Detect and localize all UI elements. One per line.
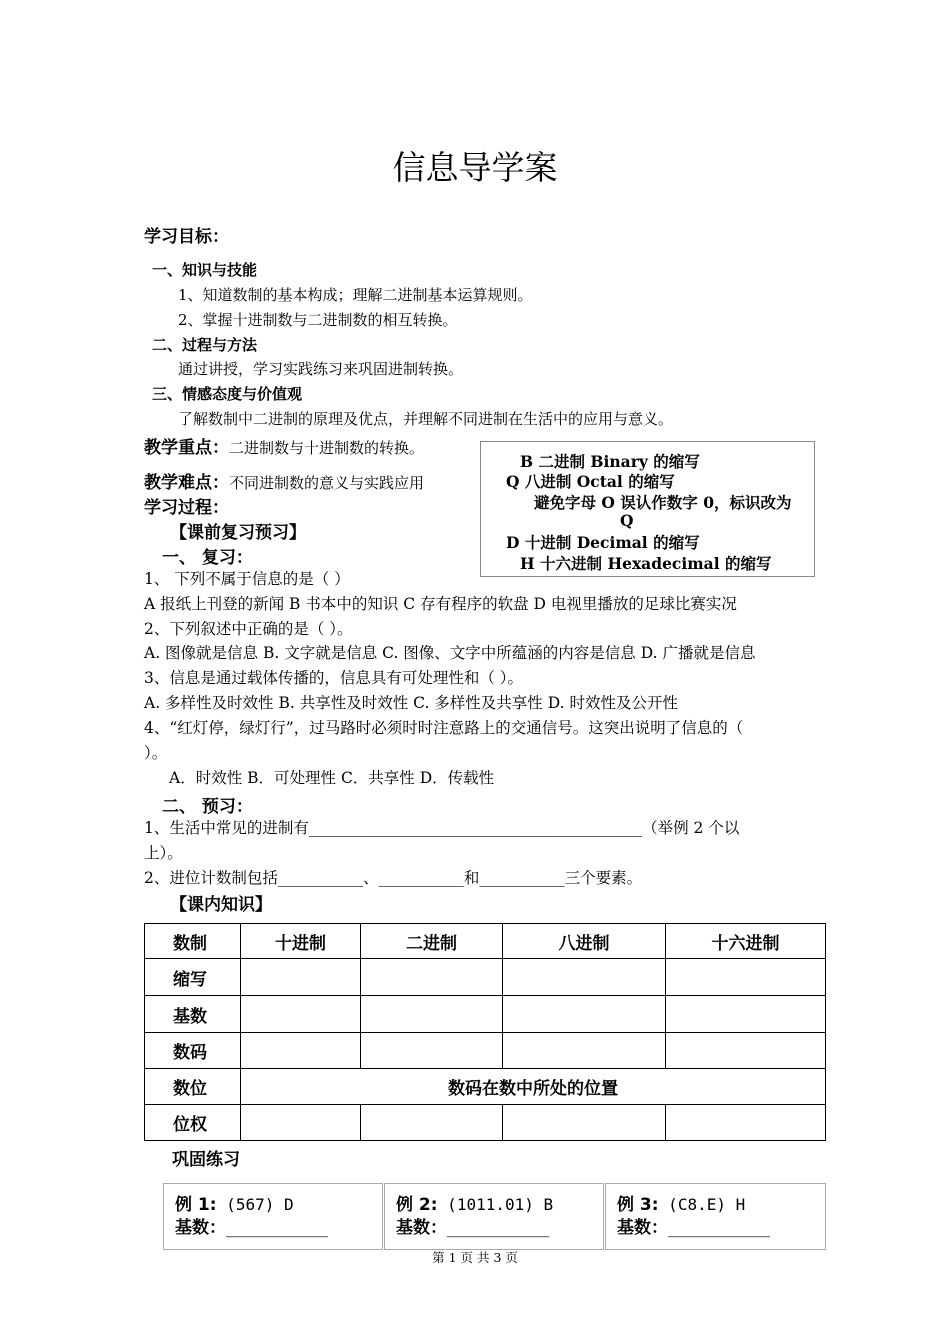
table-cell[interactable] xyxy=(361,1033,503,1069)
prestudy-1: 1、生活中常见的进制有___________________________________________（举例 2 个以 xyxy=(144,819,740,837)
base-answer-blank[interactable]: ____________ xyxy=(447,1218,549,1238)
table-header-cell: 十六进制 xyxy=(666,924,826,959)
page-footer: 第 1 页 共 3 页 xyxy=(432,1250,518,1265)
table-cell[interactable] xyxy=(503,959,666,996)
difficulty xyxy=(144,468,424,493)
table-header-cell: 十进制 xyxy=(241,924,361,959)
review-label: 一、 复习： xyxy=(162,548,253,568)
table-row xyxy=(145,1069,826,1105)
objective-line: 了解数制中二进制的原理及优点，并理解不同进制在生活中的应用与意义。 xyxy=(178,410,674,428)
base-label: 基数： xyxy=(175,1218,226,1238)
row-label: 缩写 xyxy=(145,959,241,996)
table-cell[interactable] xyxy=(241,1033,361,1069)
note-octal: Q 八进制 Octal 的缩写 xyxy=(506,472,675,491)
table-header-cell: 数制 xyxy=(145,924,241,959)
section-knowledge-title: 一、知识与技能 xyxy=(152,261,258,279)
row-label: 数码 xyxy=(145,1033,241,1069)
table-cell[interactable] xyxy=(666,1105,826,1141)
key-point-label: 教学重点： xyxy=(144,438,229,458)
prestudy-1-cont: 上）。 xyxy=(144,844,183,862)
objective-line: 2、掌握十进制数与二进制数的相互转换。 xyxy=(178,311,458,329)
radix-notes-box xyxy=(480,441,815,577)
table-cell[interactable] xyxy=(361,959,503,996)
note-hex: H 十六进制 Hexadecimal 的缩写 xyxy=(520,554,772,573)
preview2-label: 二、 预习： xyxy=(162,797,253,817)
note-octal-letter: Q xyxy=(620,511,634,530)
table-header-cell: 二进制 xyxy=(361,924,503,959)
difficulty-text: 不同进制数的意义与实践应用 xyxy=(229,474,425,492)
example-expression: (567) D xyxy=(216,1195,294,1214)
table-cell[interactable] xyxy=(666,996,826,1033)
note-binary: B 二进制 Binary 的缩写 xyxy=(520,452,700,471)
table-header-row xyxy=(145,924,826,959)
question-4-cont: ）。 xyxy=(144,744,168,762)
table-header-cell: 八进制 xyxy=(503,924,666,959)
row-label: 基数 xyxy=(145,996,241,1033)
difficulty-label: 教学难点： xyxy=(144,473,229,493)
practice-label: 巩固练习 xyxy=(172,1150,240,1170)
example-box-3 xyxy=(605,1183,826,1250)
table-cell[interactable] xyxy=(666,1033,826,1069)
table-cell[interactable] xyxy=(503,1105,666,1141)
key-point xyxy=(144,433,424,458)
question-2-options: A. 图像就是信息 B. 文字就是信息 C. 图像、文字中所蕴涵的内容是信息 D. 广播就是信息 xyxy=(144,644,756,662)
note-decimal: D 十进制 Decimal 的缩写 xyxy=(506,533,700,552)
table-row xyxy=(145,959,826,996)
section-attitude-title: 三、情感态度与价值观 xyxy=(152,385,303,403)
objective-line: 通过讲授，学习实践练习来巩固进制转换。 xyxy=(178,360,464,378)
objectives-heading: 学习目标： xyxy=(144,227,229,247)
prestudy-2: 2、进位计数制包括___________、___________和___________三个要素。 xyxy=(144,869,643,887)
section-process-title: 二、过程与方法 xyxy=(152,336,258,354)
example-label: 例 2: xyxy=(396,1195,438,1215)
table-cell[interactable] xyxy=(361,996,503,1033)
example-box-2 xyxy=(384,1183,604,1250)
question-1: 1、 下列不属于信息的是（ ） xyxy=(144,570,350,588)
question-4: 4、“红灯停，绿灯行”，过马路时必须时时注意路上的交通信号。这突出说明了信息的（ xyxy=(144,719,744,737)
example-expression: (1011.01) B xyxy=(437,1195,554,1214)
example-box-1 xyxy=(163,1183,383,1250)
question-3-options: A. 多样性及时效性 B. 共享性及时效性 C. 多样性及共享性 D. 时效性及公开性 xyxy=(144,694,678,712)
table-cell[interactable] xyxy=(241,959,361,996)
table-row xyxy=(145,996,826,1033)
table-cell[interactable] xyxy=(241,996,361,1033)
base-answer-blank[interactable]: ____________ xyxy=(226,1218,328,1238)
objective-line: 1、知道数制的基本构成；理解二进制基本运算规则。 xyxy=(178,286,533,304)
table-cell[interactable] xyxy=(503,996,666,1033)
row-label: 数位 xyxy=(145,1069,241,1105)
process-label: 学习过程： xyxy=(144,498,229,518)
table-cell[interactable] xyxy=(666,959,826,996)
question-1-options: A 报纸上刊登的新闻 B 书本中的知识 C 存有程序的软盘 D 电视里播放的足球比赛实况 xyxy=(144,595,737,613)
page-title: 信息导学案 xyxy=(392,148,558,187)
question-2: 2、下列叙述中正确的是（ ）。 xyxy=(144,620,353,638)
question-4-options: A．时效性 B．可处理性 C．共享性 D．传载性 xyxy=(169,769,495,787)
row-label: 位权 xyxy=(145,1105,241,1141)
merged-description-cell: 数码在数中所处的位置 xyxy=(241,1069,826,1105)
key-point-text: 二进制数与十进制数的转换。 xyxy=(229,439,425,457)
table-cell[interactable] xyxy=(503,1033,666,1069)
base-label: 基数： xyxy=(617,1218,668,1238)
radix-table xyxy=(144,923,826,1141)
base-label: 基数： xyxy=(396,1218,447,1238)
base-answer-blank[interactable]: ____________ xyxy=(668,1218,770,1238)
table-cell[interactable] xyxy=(361,1105,503,1141)
preview-label: 【课前复习预习】 xyxy=(170,523,306,543)
table-row xyxy=(145,1033,826,1069)
table-cell[interactable] xyxy=(241,1105,361,1141)
example-label: 例 1: xyxy=(175,1195,217,1215)
note-octal-explain: 避免字母 O 误认作数字 0，标识改为 xyxy=(534,493,792,512)
example-expression: (C8.E) H xyxy=(658,1195,746,1214)
table-row xyxy=(145,1105,826,1141)
example-label: 例 3: xyxy=(617,1195,659,1215)
in-class-label: 【课内知识】 xyxy=(170,895,272,915)
question-3: 3、信息是通过载体传播的，信息具有可处理性和（ ）。 xyxy=(144,669,524,687)
